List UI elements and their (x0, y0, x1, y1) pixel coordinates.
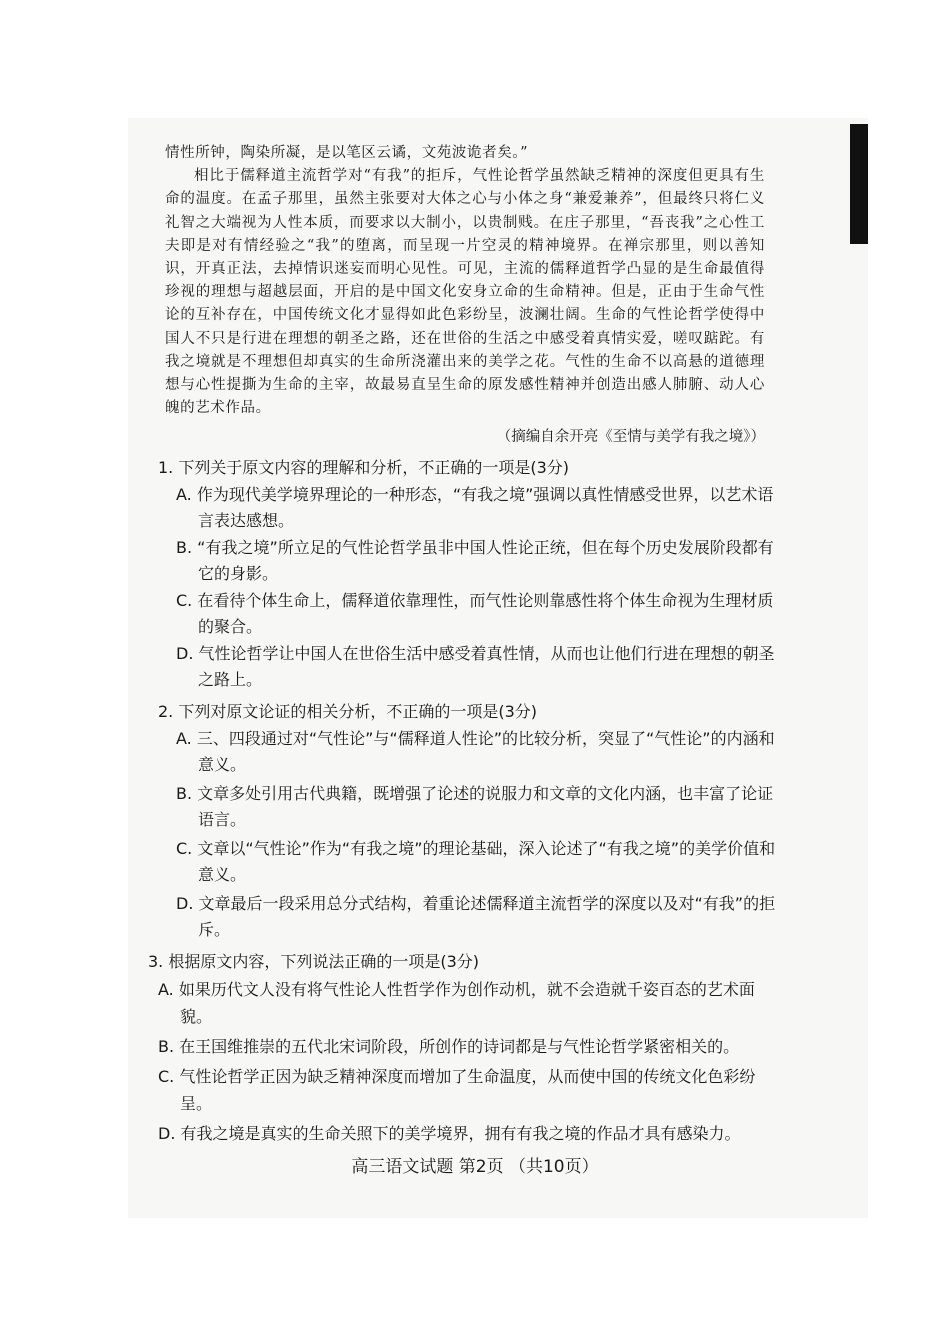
question-stem: 1. 下列关于原文内容的理解和分析，不正确的一项是(3分) (158, 458, 570, 477)
question-2 (148, 699, 778, 943)
option-d: D. 气性论哲学让中国人在世俗生活中感受着真性情，从而也让他们行进在理想的朝圣之路上。 (176, 644, 775, 689)
passage-line-1: 情性所钟，陶染所凝，是以笔区云谲，文苑波诡者矣。” (165, 145, 529, 161)
option-c: C. 在看待个体生命上，儒释道依靠理性，而气性论则靠感性将个体生命视为生理材质的聚合。 (176, 591, 774, 636)
page-footer: 高三语文试题 第2页 （共10页） (351, 1157, 599, 1177)
passage-paragraph: 相比于儒释道主流哲学对“有我”的拒斥，气性论哲学虽然缺乏精神的深度但更具有生命的温度。在孟子那里，虽然主张要对大体之心与小体之身“兼爱兼养”，但最终只将仁义礼智之大端视为人性本质，而要求以大制小，以贵制贱。在庄子那里，“吾丧我”之心性工夫即是对有情经验之“我”的堕离，而呈现一片空灵的精神境界。在禅宗那里，则以善知识，开真正法，去掉情识迷妄而明心见性。可见，主流的儒释道哲学凸显的是生命最值得珍视的理想与超越层面，开启的是中国文化安身立命的生命精神。但是，正由于生命气性论的互补存在，中国传统文化才显得如此色彩纷呈，波澜壮阔。生命的气性论哲学使得中国人不只是行进在理想的朝圣之路，还在世俗的生活之中感受着真情实爱，嗟叹踮跎。有我之境就是不理想但却真实的生命所浇灌出来的美学之花。气性的生命不以高悬的道德理想与心性提撕为生命的主宰，故最易直呈生命的原发感性精神并创造出感人肺腑、动人心魄的艺术作品。 (165, 168, 765, 417)
option-d: D. 有我之境是真实的生命关照下的美学境界，拥有有我之境的作品才具有感染力。 (158, 1124, 741, 1143)
passage-source: （摘编自余开亮《至情与美学有我之境》） (496, 429, 765, 445)
option-c: C. 气性论哲学正因为缺乏精神深度而增加了生命温度，从而使中国的传统文化色彩纷呈。 (158, 1067, 756, 1113)
option-b: B. “有我之境”所立足的气性论哲学虽非中国人性论正统，但在每个历史发展阶段都有它的身影。 (176, 538, 774, 583)
question-stem: 2. 下列对原文论证的相关分析，不正确的一项是(3分) (158, 702, 538, 721)
question-3 (148, 949, 778, 1147)
reading-passage (165, 142, 765, 420)
question-list (148, 455, 778, 1150)
scan-edge-mark (850, 124, 868, 244)
option-b: B. 文章多处引用古代典籍，既增强了论述的说服力和文章的文化内涵，也丰富了论证语言。 (176, 784, 774, 829)
option-a: A. 三、四段通过对“气性论”与“儒释道人性论”的比较分析，突显了“气性论”的内涵和意义。 (176, 729, 775, 774)
question-1 (148, 455, 778, 693)
option-d: D. 文章最后一段采用总分式结构，着重论述儒释道主流哲学的深度以及对“有我”的拒斥。 (176, 894, 776, 939)
option-b: B. 在王国维推崇的五代北宋词阶段，所创作的诗词都是与气性论哲学紧密相关的。 (158, 1037, 740, 1056)
option-a: A. 作为现代美学境界理论的一种形态，“有我之境”强调以真性情感受世界，以艺术语言表达感想。 (176, 485, 774, 530)
option-a: A. 如果历代文人没有将气性论人性哲学作为创作动机，就不会造就千姿百态的艺术面貌。 (158, 980, 755, 1026)
question-stem: 3. 根据原文内容，下列说法正确的一项是(3分) (148, 952, 480, 971)
option-c: C. 文章以“气性论”作为“有我之境”的理论基础，深入论述了“有我之境”的美学价值和意义。 (176, 839, 776, 884)
